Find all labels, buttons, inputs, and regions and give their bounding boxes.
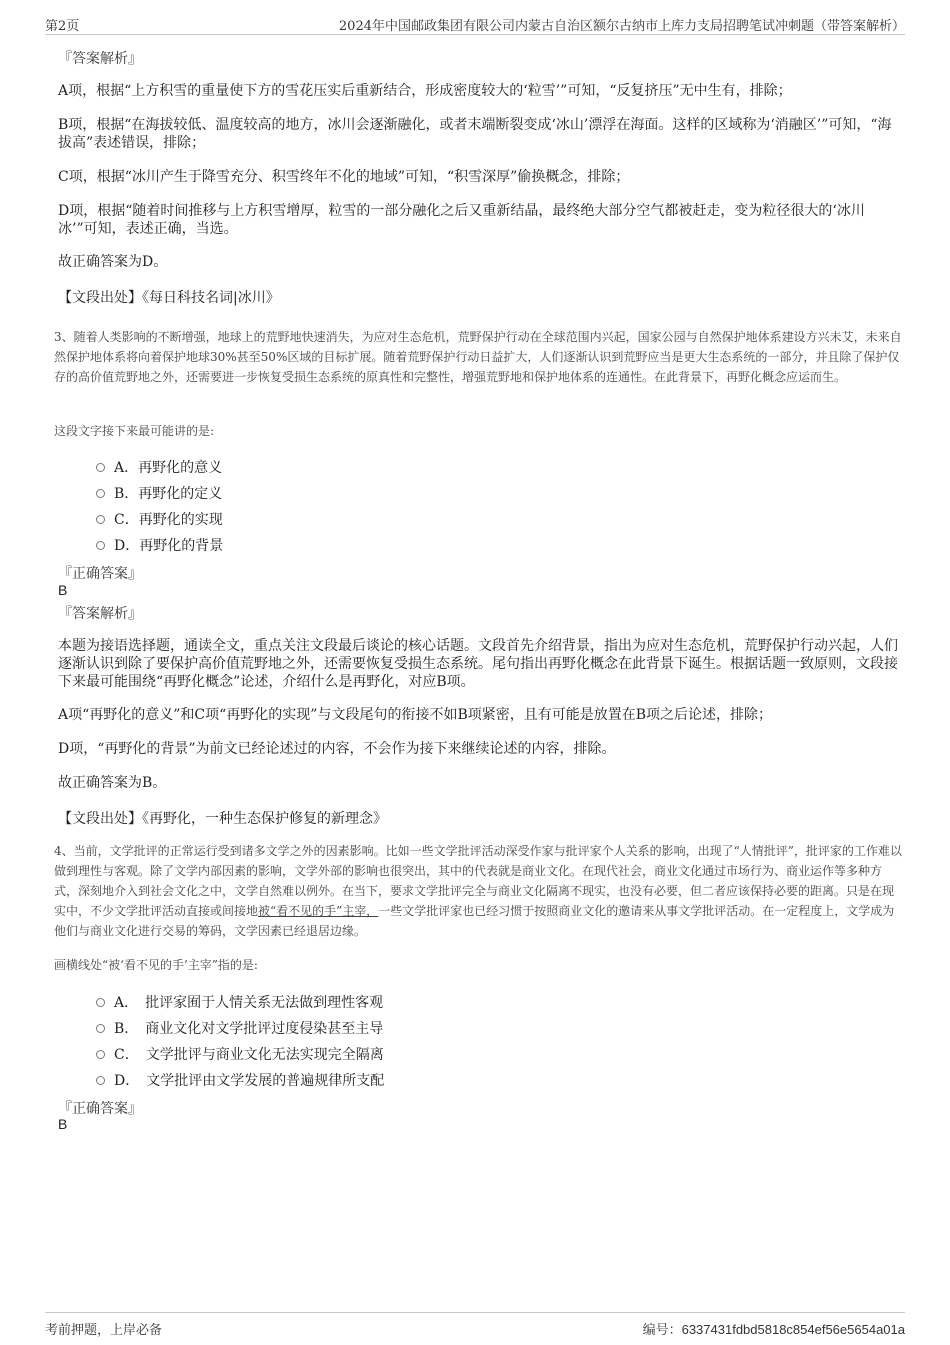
radio-icon[interactable]: [96, 1076, 105, 1085]
document-id: 编号：6337431fdbd5818c854ef56e5654a01a: [642, 1322, 905, 1337]
q3-option-b[interactable]: B．再野化的定义: [96, 483, 222, 503]
q3-correct-label: 『正确答案』: [58, 566, 142, 582]
q4-correct-answer: B: [58, 1116, 68, 1132]
radio-icon[interactable]: [96, 463, 105, 472]
page-footer: [45, 1312, 905, 1338]
q3-conclusion: 故正确答案为B。: [58, 775, 167, 791]
q4-option-b[interactable]: B． 商业文化对文学批评过度侵染甚至主导: [96, 1018, 383, 1038]
radio-icon[interactable]: [96, 1050, 105, 1059]
q4-underlined-phrase: 被“看不见的手”主宰，: [258, 904, 379, 918]
q4-option-d[interactable]: D． 文学批评由文学发展的普遍规律所支配: [96, 1070, 384, 1090]
page-number: 第2页: [45, 19, 80, 34]
page-header: [45, 12, 905, 35]
q3-stem: 3、随着人类影响的不断增强，地球上的荒野地快速消失，为应对生态危机，荒野保护行动在全球范围内兴起，国家公园与自然保护地体系建设方兴未艾，未来自然保护地体系将向着保护地球30%甚至50%区域的目标扩展。随着荒野保护行动日益扩大，人们逐渐认识到荒野应当是更大生态系统的一部分，并且除了保护仅存的高价值荒野地之外，还需要进一步恢复受损生态系统的原真性和完整性，增强荒野地和保护地体系的连通性。在此背景下，再野化概念应运而生。: [54, 330, 902, 384]
radio-icon[interactable]: [96, 489, 105, 498]
radio-icon[interactable]: [96, 1024, 105, 1033]
q2-analysis-p1: A项，根据“上方积雪的重量使下方的雪花压实后重新结合，形成密度较大的‘粒雪’”可知，“反复挤压”无中生有，排除；: [58, 83, 792, 99]
q3-analysis-p2: A项“再野化的意义”和C项“再野化的实现”与文段尾句的衔接不如B项紧密，且有可能是放置在B项之后论述，排除；: [58, 707, 773, 723]
q3-analysis-p1: 本题为接语选择题，通读全文，重点关注文段最后谈论的核心话题。文段首先介绍背景，指出为应对生态危机，荒野保护行动兴起，人们逐渐认识到除了要保护高价值荒野地之外，还需要恢复受损生态系统。尾句指出再野化概念在此背景下诞生。根据话题一致原则，文段接下来最可能围绕“再野化概念”论述，介绍什么是再野化，对应B项。: [58, 638, 898, 690]
q3-option-a[interactable]: A．再野化的意义: [96, 457, 222, 477]
footer-slogan: 考前押题，上岸必备: [45, 1323, 163, 1338]
q3-option-d[interactable]: D．再野化的背景: [96, 535, 223, 555]
q2-analysis-label: 『答案解析』: [58, 51, 142, 67]
q2-analysis-p2: B项，根据“在海拔较低、温度较高的地方，冰川会逐渐融化，或者末端断裂变成‘冰山’漂浮在海面。这样的区域称为‘消融区’”可知，“海拔高”表述错误，排除；: [58, 117, 892, 151]
q2-analysis-p3: C项，根据“冰川产生于降雪充分、积雪终年不化的地域”可知，“积雪深厚”偷换概念，排除；: [58, 169, 630, 185]
q2-source: 【文段出处】《每日科技名词|冰川》: [58, 290, 280, 306]
q4-option-c[interactable]: C． 文学批评与商业文化无法实现完全隔离: [96, 1044, 384, 1064]
q2-conclusion: 故正确答案为D。: [58, 254, 168, 270]
q3-source: 【文段出处】《再野化，一种生态保护修复的新理念》: [58, 811, 387, 827]
q3-analysis-label: 『答案解析』: [58, 606, 142, 622]
q3-option-c[interactable]: C．再野化的实现: [96, 509, 223, 529]
radio-icon[interactable]: [96, 998, 105, 1007]
q3-question: 这段文字接下来最可能讲的是:: [54, 424, 215, 438]
q4-option-a[interactable]: A． 批评家囿于人情关系无法做到理性客观: [96, 992, 383, 1012]
q4-correct-label: 『正确答案』: [58, 1101, 142, 1117]
q4-stem: 4、当前，文学批评的正常运行受到诸多文学之外的因素影响。比如一些文学批评活动深受作家与批评家个人关系的影响，出现了“人情批评”，批评家的工作难以做到理性与客观。除了文学内部因素的影响，文学外部的影响也很突出，其中的代表就是商业文化。在现代社会，商业文化通过市场行为、商业运作等多种方式，深刻地介入到社会文化之中，文学自然难以例外。在当下，要求文学批评完全与商业文化隔离不现实，也没有必要，但二者应该保持必要的距离。只是在现实中，不少文学批评活动直接或间接地被“看不见的手”主宰，一些文学批评家也已经习惯于按照商业文化的邀请来从事文学批评活动。在一定程度上，文学成为他们与商业文化进行交易的筹码，文学因素已经退居边缘。: [54, 844, 902, 938]
radio-icon[interactable]: [96, 515, 105, 524]
q3-analysis-p3: D项，“再野化的背景”为前文已经论述过的内容，不会作为接下来继续论述的内容，排除。: [58, 741, 616, 757]
q3-correct-answer: B: [58, 582, 68, 598]
q4-question: 画横线处“被‘看不见的手’主宰”指的是:: [54, 958, 258, 972]
radio-icon[interactable]: [96, 541, 105, 550]
q2-analysis-p4: D项，根据“随着时间推移与上方积雪增厚，粒雪的一部分融化之后又重新结晶，最终绝大部分空气都被赶走，变为粒径很大的‘冰川冰’”可知，表述正确，当选。: [58, 203, 865, 237]
document-title: 2024年中国邮政集团有限公司内蒙古自治区额尔古纳市上库力支局招聘笔试冲刺题（带答案解析）: [338, 19, 905, 34]
